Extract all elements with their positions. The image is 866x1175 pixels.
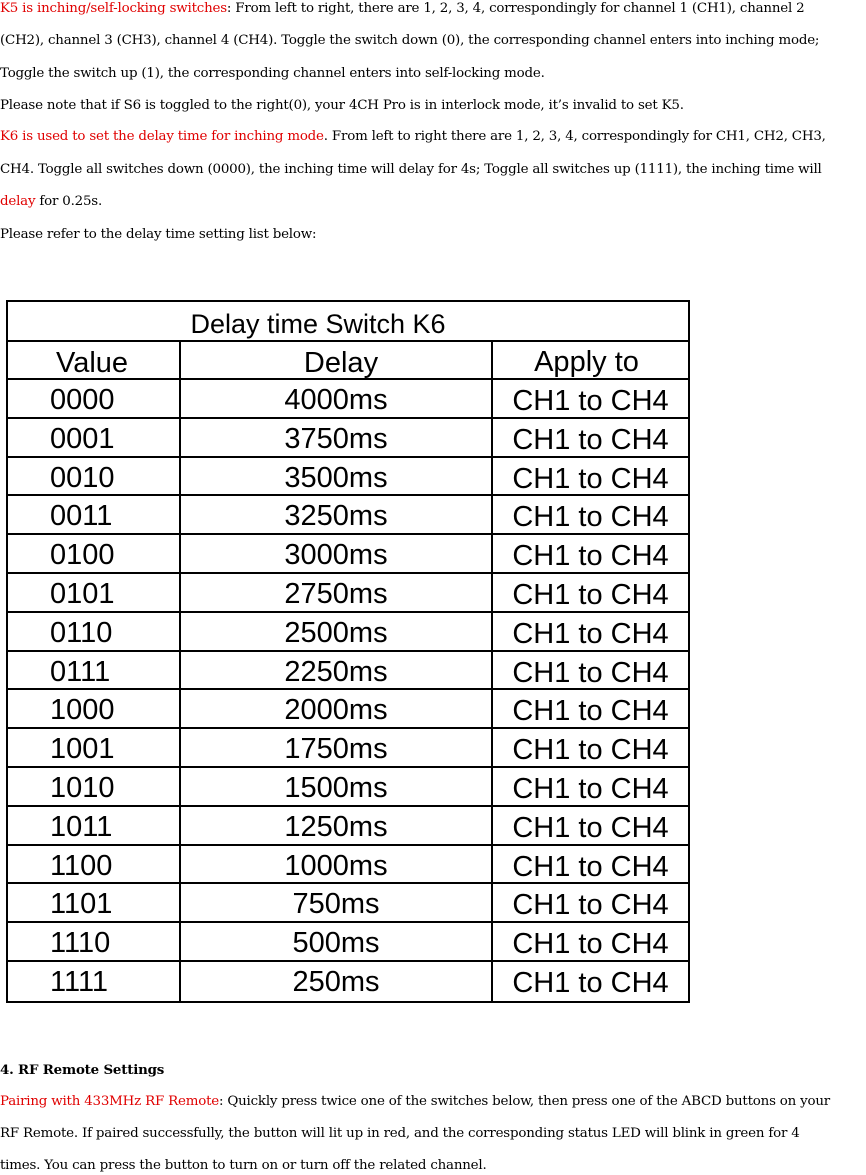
cell-value: 0011 xyxy=(8,496,181,533)
k6-line-1 xyxy=(0,129,826,144)
table-row xyxy=(8,496,688,535)
header-apply-to: Apply to xyxy=(534,346,639,378)
k6-delay-word: delay xyxy=(0,194,36,209)
cell-apply-to: CH1 to CH4 xyxy=(512,423,669,456)
header-value: Value xyxy=(8,342,181,378)
cell-delay: 3000ms xyxy=(181,535,493,572)
cell-delay: 2000ms xyxy=(181,690,493,727)
s6-note: Please note that if S6 is toggled to the right(0), your 4CH Pro is in interlock mode, it’s invalid to set K5. xyxy=(0,98,684,113)
refer-text: Please refer to the delay time setting list below: xyxy=(0,227,317,242)
cell-value: 1100 xyxy=(8,846,181,883)
cell-value: 0100 xyxy=(8,535,181,572)
k5-text-1: : From left to right, there are 1, 2, 3, 4, correspondingly for channel 1 (CH1), channel 2 xyxy=(226,1,805,16)
cell-delay: 4000ms xyxy=(181,380,493,417)
table-row xyxy=(8,846,688,885)
table-row xyxy=(8,962,688,1001)
cell-apply-to: CH1 to CH4 xyxy=(512,928,669,961)
cell-apply-to: CH1 to CH4 xyxy=(512,966,669,999)
cell-value: 1000 xyxy=(8,690,181,727)
cell-apply-to: CH1 to CH4 xyxy=(512,540,669,573)
table-row xyxy=(8,690,688,729)
k5-line-1 xyxy=(0,1,804,16)
table-body xyxy=(8,380,688,1001)
cell-apply-to: CH1 to CH4 xyxy=(512,462,669,495)
cell-value: 1110 xyxy=(8,923,181,960)
cell-delay: 3500ms xyxy=(181,458,493,495)
table-row xyxy=(8,884,688,923)
table-row xyxy=(8,574,688,613)
cell-delay: 1500ms xyxy=(181,768,493,805)
cell-value: 1011 xyxy=(8,807,181,844)
cell-value: 1001 xyxy=(8,729,181,766)
table-header-row xyxy=(8,342,688,380)
cell-apply-to: CH1 to CH4 xyxy=(512,695,669,728)
table-row xyxy=(8,613,688,652)
cell-apply-to: CH1 to CH4 xyxy=(512,385,669,417)
cell-delay: 1750ms xyxy=(181,729,493,766)
table-title: Delay time Switch K6 xyxy=(8,302,688,342)
table-row xyxy=(8,729,688,768)
table-row xyxy=(8,419,688,458)
cell-value: 0000 xyxy=(8,380,181,417)
cell-delay: 1000ms xyxy=(181,846,493,883)
pairing-line-2: RF Remote. If paired successfully, the button will lit up in red, and the corresponding status LED will blink in green for 4 xyxy=(0,1126,800,1141)
table-row xyxy=(8,535,688,574)
cell-delay: 2500ms xyxy=(181,613,493,650)
k5-line-2: (CH2), channel 3 (CH3), channel 4 (CH4). Toggle the switch down (0), the corresponding channel enters into inching mode; xyxy=(0,33,820,48)
cell-delay: 500ms xyxy=(181,923,493,960)
k6-line-3 xyxy=(0,194,102,209)
k5-line-3: Toggle the switch up (1), the corresponding channel enters into self-locking mode. xyxy=(0,66,545,81)
cell-delay: 1250ms xyxy=(181,807,493,844)
header-delay: Delay xyxy=(181,342,493,378)
cell-apply-to: CH1 to CH4 xyxy=(512,889,669,922)
cell-delay: 2750ms xyxy=(181,574,493,611)
cell-delay: 2250ms xyxy=(181,652,493,689)
table-row xyxy=(8,807,688,846)
cell-delay: 750ms xyxy=(181,884,493,921)
cell-value: 1111 xyxy=(8,962,181,1001)
k5-label: K5 is inching/self-locking switches xyxy=(0,1,227,16)
table-row xyxy=(8,652,688,691)
cell-value: 0110 xyxy=(8,613,181,650)
cell-value: 0010 xyxy=(8,458,181,495)
k6-line-2: CH4. Toggle all switches down (0000), the inching time will delay for 4s; Toggle all switches up (1111), the inching time will xyxy=(0,162,822,177)
cell-apply-to: CH1 to CH4 xyxy=(512,772,669,805)
k6-label: K6 is used to set the delay time for inching mode xyxy=(0,129,324,144)
cell-delay: 3250ms xyxy=(181,496,493,533)
cell-value: 0001 xyxy=(8,419,181,456)
delay-time-table xyxy=(6,300,690,1003)
cell-delay: 3750ms xyxy=(181,419,493,456)
pairing-line-3: times. You can press the button to turn on or turn off the related channel. xyxy=(0,1158,487,1173)
cell-value: 1010 xyxy=(8,768,181,805)
cell-apply-to: CH1 to CH4 xyxy=(512,811,669,844)
cell-apply-to: CH1 to CH4 xyxy=(512,734,669,767)
pairing-text-1: : Quickly press twice one of the switches below, then press one of the ABCD buttons on your xyxy=(218,1094,830,1109)
table-row xyxy=(8,923,688,962)
cell-value: 1101 xyxy=(8,884,181,921)
table-row xyxy=(8,458,688,497)
cell-apply-to: CH1 to CH4 xyxy=(512,656,669,689)
table-row xyxy=(8,380,688,419)
cell-apply-to: CH1 to CH4 xyxy=(512,501,669,534)
cell-apply-to: CH1 to CH4 xyxy=(512,850,669,883)
pairing-label: Pairing with 433MHz RF Remote xyxy=(0,1094,219,1109)
rf-heading: 4. RF Remote Settings xyxy=(0,1062,165,1078)
table-row xyxy=(8,768,688,807)
cell-value: 0111 xyxy=(8,652,181,689)
cell-value: 0101 xyxy=(8,574,181,611)
cell-apply-to: CH1 to CH4 xyxy=(512,578,669,611)
cell-apply-to: CH1 to CH4 xyxy=(512,617,669,650)
k6-text-1: . From left to right there are 1, 2, 3, 4, correspondingly for CH1, CH2, CH3, xyxy=(323,129,826,144)
k6-text-3: for 0.25s. xyxy=(35,194,103,209)
pairing-line-1 xyxy=(0,1094,830,1109)
cell-delay: 250ms xyxy=(181,962,493,1001)
